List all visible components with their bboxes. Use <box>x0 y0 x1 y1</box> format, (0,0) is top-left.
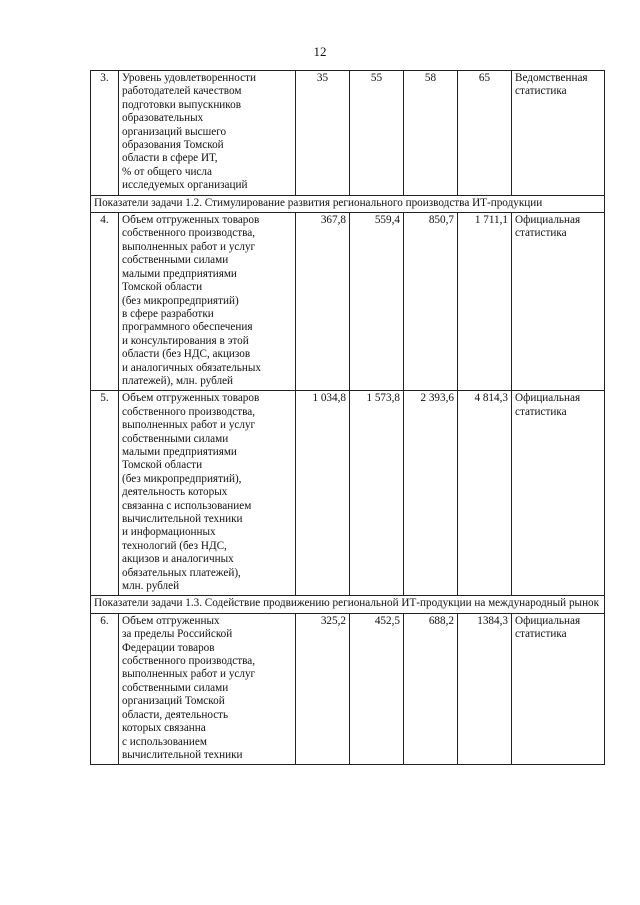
indicator-name <box>119 391 296 596</box>
value-v2: 55 <box>350 71 404 196</box>
indicator-name-line: Объем отгруженных товаров <box>122 392 260 405</box>
indicators-table <box>90 70 605 765</box>
indicator-name-line: собственного производства, <box>122 655 256 668</box>
indicator-name-line: связанна с использованием <box>122 499 252 512</box>
value-v3: 2 393,6 <box>404 391 458 596</box>
indicator-name-line: выполненных работ и услуг <box>122 240 256 253</box>
indicator-name-line: платежей), млн. рублей <box>122 374 234 387</box>
indicator-name-line: образования Томской <box>122 139 224 152</box>
row-number: 3. <box>91 71 119 196</box>
value-v2: 1 573,8 <box>350 391 404 596</box>
indicator-name-line: области (без НДС, акцизов <box>122 348 251 361</box>
data-source-line: статистика <box>515 628 567 641</box>
indicator-name-line: организаций высшего <box>122 125 227 138</box>
row-number: 6. <box>91 613 119 764</box>
value-v4: 4 814,3 <box>458 391 512 596</box>
indicator-row <box>91 71 605 196</box>
indicator-name-line: области, деятельность <box>122 708 229 721</box>
indicator-name-line: (без микропредприятий), <box>122 472 242 485</box>
value-v3: 58 <box>404 71 458 196</box>
indicator-name-line: собственными силами <box>122 432 229 445</box>
indicator-name-line: Томской области <box>122 459 203 472</box>
section-heading: Показатели задачи 1.2. Стимулирование развития регионального производства ИТ-продукции <box>91 195 605 212</box>
value-v1: 367,8 <box>296 213 350 391</box>
indicator-row <box>91 391 605 596</box>
value-v1: 325,2 <box>296 613 350 764</box>
indicator-name-line: (без микропредприятий) <box>122 294 239 307</box>
indicator-name-line: обязательных платежей), <box>122 566 241 579</box>
data-source-line: Официальная <box>515 392 581 405</box>
indicator-name-line: за пределы Российской <box>122 628 233 641</box>
section-row <box>91 596 605 613</box>
indicator-name-line: с использованием <box>122 735 207 748</box>
indicator-row <box>91 613 605 764</box>
data-source-line: Официальная <box>515 214 581 227</box>
data-source <box>512 613 605 764</box>
indicator-name-line: работодателей качеством <box>122 85 242 98</box>
indicator-name-line: программного обеспечения <box>122 321 253 334</box>
indicator-name-line: в сфере разработки <box>122 307 214 320</box>
indicator-name-line: собственного производства, <box>122 405 256 418</box>
indicator-name-line: малыми предприятиями <box>122 445 237 458</box>
indicator-name-line: собственными силами <box>122 254 229 267</box>
indicator-name-line: млн. рублей <box>122 580 180 593</box>
data-source-line: статистика <box>515 227 567 240</box>
value-v4: 65 <box>458 71 512 196</box>
value-v1: 35 <box>296 71 350 196</box>
indicator-name <box>119 613 296 764</box>
indicator-name-line: организаций Томской <box>122 695 225 708</box>
page-number: 12 <box>313 44 327 59</box>
data-source <box>512 213 605 391</box>
indicator-name <box>119 213 296 391</box>
table-body <box>91 71 605 765</box>
value-v1: 1 034,8 <box>296 391 350 596</box>
indicator-name-line: Томской области <box>122 281 203 294</box>
indicator-name-line: и аналогичных обязательных <box>122 361 261 374</box>
value-v3: 850,7 <box>404 213 458 391</box>
section-row <box>91 195 605 212</box>
data-source <box>512 71 605 196</box>
indicator-name-line: % от общего числа <box>122 165 212 178</box>
indicator-name-line: области в сфере ИТ, <box>122 152 218 165</box>
indicator-name-line: выполненных работ и услуг <box>122 668 256 681</box>
indicator-name-line: малыми предприятиями <box>122 267 237 280</box>
value-v2: 452,5 <box>350 613 404 764</box>
indicator-name-line: собственными силами <box>122 681 229 694</box>
section-heading: Показатели задачи 1.3. Содействие продвижению региональной ИТ-продукции на международный рынок <box>91 596 605 613</box>
indicator-name-line: акцизов и аналогичных <box>122 553 234 566</box>
value-v3: 688,2 <box>404 613 458 764</box>
indicator-name-line: подготовки выпускников <box>122 98 242 111</box>
indicator-name-line: и информационных <box>122 526 216 539</box>
value-v2: 559,4 <box>350 213 404 391</box>
indicator-name-line: вычислительной техники <box>122 513 243 525</box>
indicator-name-line: Уровень удовлетворенности <box>122 72 256 84</box>
indicator-name-line: собственного производства, <box>122 227 256 240</box>
indicator-name-line: вычислительной техники <box>122 748 243 761</box>
indicator-name-line: образовательных <box>122 112 204 125</box>
indicator-row <box>91 213 605 391</box>
value-v4: 1 711,1 <box>458 213 512 391</box>
indicator-name-line: которых связанна <box>122 722 206 735</box>
indicator-name-line: деятельность которых <box>122 486 228 499</box>
indicator-name-line: и консультирования в этой <box>122 334 249 347</box>
data-source-line: Официальная <box>515 614 581 627</box>
indicator-name-line: исследуемых организаций <box>122 179 248 192</box>
data-source-line: Ведомственная <box>515 72 588 84</box>
data-source-line: статистика <box>515 85 567 98</box>
indicator-name-line: технологий (без НДС, <box>122 539 227 552</box>
row-number: 5. <box>91 391 119 596</box>
indicator-name-line: Федерации товаров <box>122 641 215 654</box>
indicator-name-line: выполненных работ и услуг <box>122 419 256 432</box>
indicator-name-line: Объем отгруженных товаров <box>122 214 260 227</box>
data-source <box>512 391 605 596</box>
row-number: 4. <box>91 213 119 391</box>
data-source-line: статистика <box>515 405 567 418</box>
indicator-name-line: Объем отгруженных <box>122 614 220 627</box>
indicator-name <box>119 71 296 196</box>
value-v4: 1384,3 <box>458 613 512 764</box>
